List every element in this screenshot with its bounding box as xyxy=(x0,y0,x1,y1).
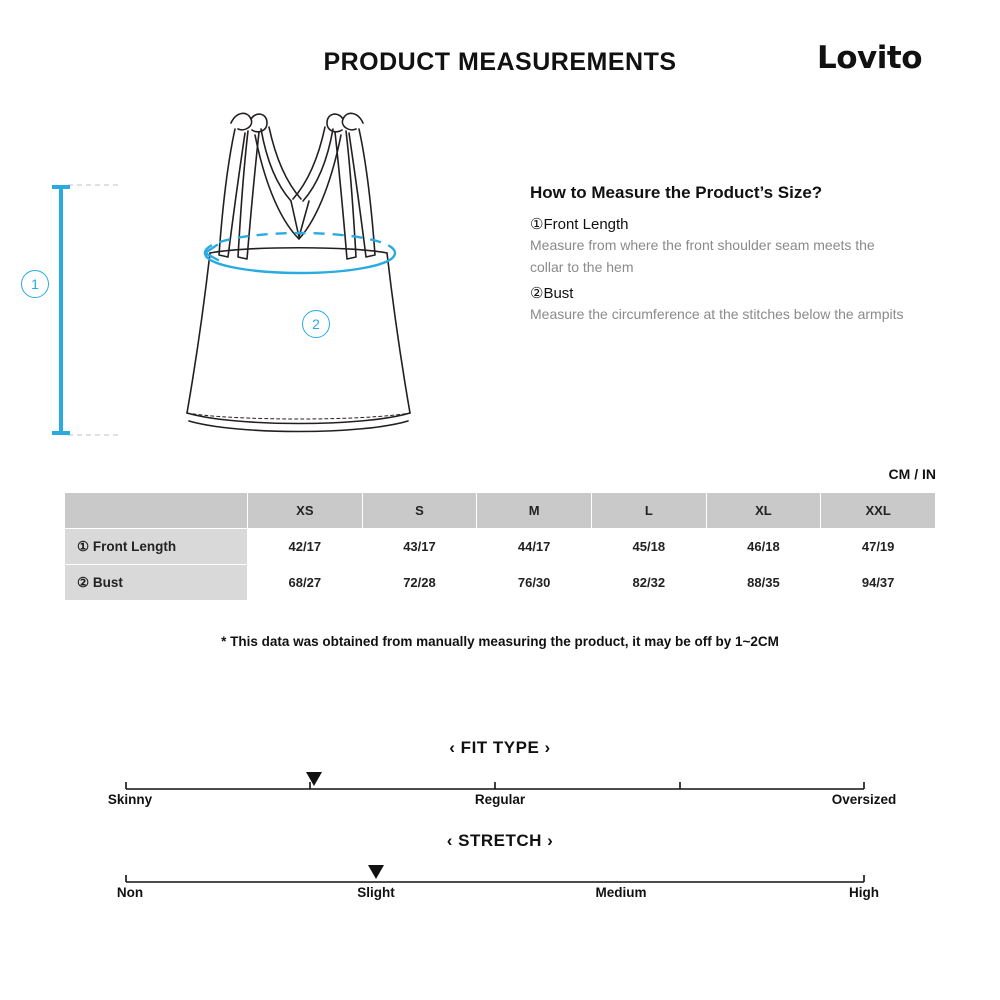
measure-item-2-label xyxy=(530,284,930,302)
measure-item-1-name: Front Length xyxy=(543,216,629,233)
table-col-m: M xyxy=(477,493,592,529)
cell-bust-l: 82/32 xyxy=(591,565,706,601)
cell-bust-m: 76/30 xyxy=(477,565,592,601)
measure-item-2-marker: ② xyxy=(530,285,544,303)
table-header-row xyxy=(65,493,936,529)
page-title: PRODUCT MEASUREMENTS xyxy=(323,48,677,76)
table-row-label-bust: ② Bust xyxy=(65,565,248,601)
measurement-disclaimer: * This data was obtained from manually measuring the product, it may be off by 1~2CM xyxy=(221,634,779,649)
stretch-label-non: Non xyxy=(116,885,144,900)
measure-item-2-desc: Measure the circumference at the stitches below the armpits xyxy=(530,306,904,323)
stretch-label-high: High xyxy=(849,885,879,900)
cell-bust-xl: 88/35 xyxy=(706,565,821,601)
fit-type-scale xyxy=(0,738,1000,814)
callout-bust: 2 xyxy=(302,310,330,338)
fit-type-title: ‹ FIT TYPE › xyxy=(449,738,551,757)
table-corner-cell xyxy=(65,493,248,529)
stretch-label-medium: Medium xyxy=(595,885,647,900)
fit-label-skinny: Skinny xyxy=(107,792,153,807)
cell-front-length-xl: 46/18 xyxy=(706,529,821,565)
cell-front-length-s: 43/17 xyxy=(362,529,477,565)
unit-label: CM / IN xyxy=(888,466,936,482)
table-col-xxl: XXL xyxy=(821,493,936,529)
fit-type-labels xyxy=(0,792,1000,814)
cell-bust-xxl: 94/37 xyxy=(821,565,936,601)
measure-item-1-label xyxy=(530,215,930,233)
table-col-s: S xyxy=(362,493,477,529)
measure-item-2-name: Bust xyxy=(543,285,574,303)
table-col-l: L xyxy=(591,493,706,529)
table-row xyxy=(65,529,936,565)
garment-illustration xyxy=(31,105,515,465)
measure-item-1-marker: ① xyxy=(530,216,544,233)
table-row-label-front-length: ① Front Length xyxy=(65,529,248,565)
brand-logo: Lovito xyxy=(816,40,922,76)
stretch-title: ‹ STRETCH › xyxy=(446,831,554,850)
table-col-xs: XS xyxy=(248,493,363,529)
stretch-axis xyxy=(0,851,1000,885)
fit-type-axis xyxy=(0,758,1000,792)
table-row xyxy=(65,565,936,601)
callout-front-length: 1 xyxy=(21,270,49,298)
cell-front-length-m: 44/17 xyxy=(477,529,592,565)
size-table xyxy=(64,492,936,601)
page-header xyxy=(0,0,1000,100)
cell-bust-xs: 68/27 xyxy=(248,565,363,601)
cell-front-length-xxl: 47/19 xyxy=(821,529,936,565)
fit-label-regular: Regular xyxy=(474,792,526,807)
stretch-labels xyxy=(0,885,1000,907)
stretch-label-slight: Slight xyxy=(357,885,395,900)
cell-front-length-xs: 42/17 xyxy=(248,529,363,565)
fit-label-oversized: Oversized xyxy=(831,792,897,807)
table-col-xl: XL xyxy=(706,493,821,529)
stretch-scale xyxy=(0,831,1000,907)
cell-bust-s: 72/28 xyxy=(362,565,477,601)
cell-front-length-l: 45/18 xyxy=(591,529,706,565)
measure-item-1-desc: Measure from where the front shoulder seam meets the collar to the hem xyxy=(530,237,875,275)
how-to-measure-section xyxy=(530,183,930,332)
how-to-measure-title: How to Measure the Product’s Size? xyxy=(530,183,823,202)
